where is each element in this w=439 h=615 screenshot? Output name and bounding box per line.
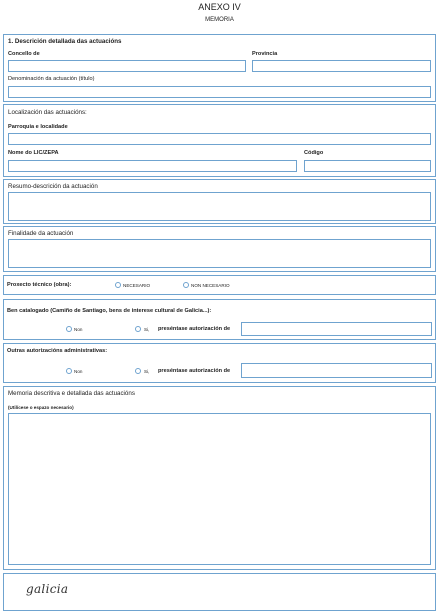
finalidade-heading: Finalidade da actuación: [8, 230, 74, 237]
resumo-heading: Resumo-descrición da actuación: [8, 183, 98, 190]
section-finalidade: [3, 226, 436, 272]
non-necesario-label: NON NECESARIO: [191, 283, 230, 288]
provincia-input[interactable]: [252, 60, 431, 72]
section-outras-autorizacions: [3, 343, 436, 383]
section-resumo: [3, 179, 436, 224]
radio-outras-si[interactable]: [135, 368, 141, 374]
resumo-textarea[interactable]: [8, 192, 431, 221]
outras-autorizacion-label: preséntase autorización de: [158, 368, 231, 374]
denominacion-label: Denominación da actuación (título): [8, 76, 95, 82]
provincia-label: Provincia: [252, 51, 278, 57]
localizacion-heading: Localización das actuacións:: [8, 109, 87, 116]
lic-label: Nome do LIC/ZEPA: [8, 150, 59, 156]
codigo-input[interactable]: [304, 160, 431, 172]
section-descricion: [3, 34, 436, 102]
lic-input[interactable]: [8, 160, 297, 172]
section-localizacion: [3, 104, 436, 177]
outras-label: Outras autorizacións administrativas:: [7, 348, 108, 354]
ben-autorizacion-label: preséntase autorización de: [158, 326, 231, 332]
finalidade-textarea[interactable]: [8, 239, 431, 268]
concello-label: Concello de: [8, 51, 40, 57]
radio-necesario[interactable]: [115, 282, 121, 288]
parroquia-input[interactable]: [8, 133, 431, 145]
memoria-note: (Utilícese o espazo necesario): [8, 405, 74, 410]
concello-input[interactable]: [8, 60, 246, 72]
memoria-heading: Memoria descritiva e detallada das actuacións: [8, 390, 135, 397]
parroquia-label: Parroquia e localidade: [8, 124, 68, 130]
document-title: ANEXO IV: [198, 2, 241, 12]
document-subtitle: MEMORIA: [205, 17, 234, 23]
outras-autorizacion-input[interactable]: [241, 363, 432, 378]
proxecto-label: Proxecto técnico (obra):: [7, 282, 72, 288]
ben-si-label: Si,: [144, 327, 150, 332]
ben-non-label: Non: [74, 327, 83, 332]
ben-autorizacion-input[interactable]: [241, 322, 432, 336]
galicia-logo: galicia: [26, 582, 69, 596]
ben-label: Ben catalogado (Camiño de Santiago, bens de interese cultural de Galicia...):: [7, 308, 212, 314]
outras-si-label: Si,: [144, 369, 150, 374]
radio-outras-non[interactable]: [66, 368, 72, 374]
section-descricion-heading: 1. Descrición detallada das actuacións: [8, 38, 122, 45]
radio-non-necesario[interactable]: [183, 282, 189, 288]
codigo-label: Código: [304, 150, 324, 156]
section-memoria: [3, 386, 436, 570]
radio-ben-si[interactable]: [135, 326, 141, 332]
denominacion-input[interactable]: [8, 86, 431, 98]
section-ben-catalogado: [3, 299, 436, 340]
necesario-label: NECESARIO: [123, 283, 151, 288]
section-proxecto: [3, 275, 436, 295]
radio-ben-non[interactable]: [66, 326, 72, 332]
outras-non-label: Non: [74, 369, 83, 374]
memoria-textarea[interactable]: [8, 413, 431, 565]
